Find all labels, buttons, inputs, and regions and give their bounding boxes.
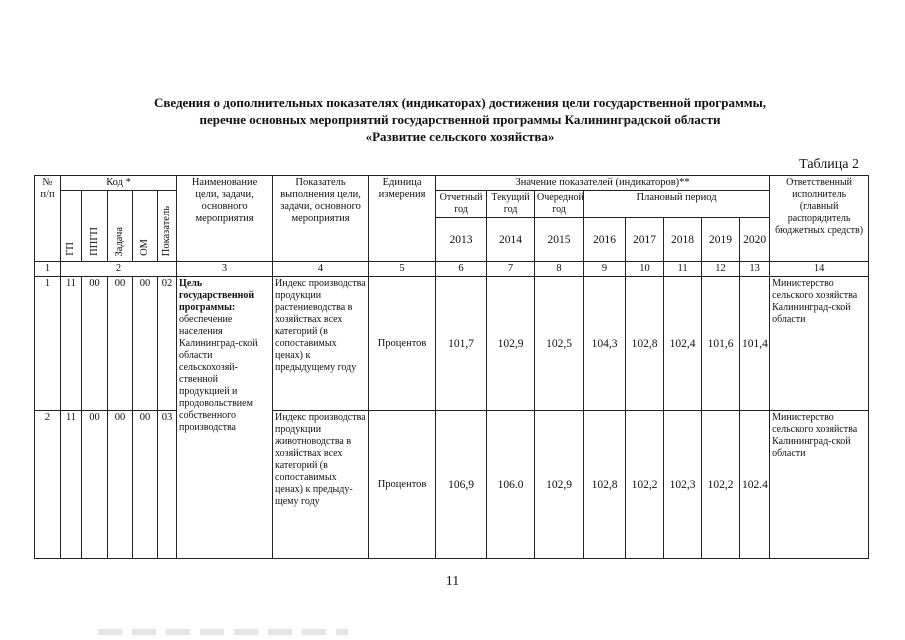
header-indicator: Показатель выполнения цели, задачи, основного мероприятия	[273, 176, 369, 262]
row-code-ppgp: 00	[82, 411, 108, 559]
year-2016: 2016	[584, 218, 626, 262]
row-code-indicator: 03	[158, 411, 177, 559]
col-number: 7	[487, 262, 535, 277]
row-value: 102,4	[664, 277, 702, 411]
row-value: 102.4	[740, 411, 770, 559]
row-value: 101,4	[740, 277, 770, 411]
row-value: 102,8	[584, 411, 626, 559]
header-reporting-year: Отчетный год	[436, 191, 487, 218]
year-2019: 2019	[702, 218, 740, 262]
table-row	[35, 277, 869, 411]
row-code-gp: 11	[61, 277, 82, 411]
row-indicator: Индекс производства продукции растениеводства в хозяйствах всех категорий (в сопоставимых ценах) к предыдущему году	[273, 277, 369, 411]
goal-label: Цель государственной программы:	[179, 278, 255, 313]
row-value: 106.0	[487, 411, 535, 559]
col-number: 13	[740, 262, 770, 277]
row-value: 102,2	[702, 411, 740, 559]
header-next-year: Очередной год	[535, 191, 584, 218]
header-code-ppgp: ППГП	[82, 191, 108, 262]
row-unit: Процентов	[369, 411, 436, 559]
year-2013: 2013	[436, 218, 487, 262]
page-number: 11	[445, 574, 460, 589]
header-code: Код *	[61, 176, 177, 191]
header-name: Наименование цели, задачи, основного мероприятия	[177, 176, 273, 262]
row-value: 104,3	[584, 277, 626, 411]
row-code-om: 00	[133, 277, 158, 411]
row-value: 102,5	[535, 277, 584, 411]
year-2015: 2015	[535, 218, 584, 262]
row-value: 101,6	[702, 277, 740, 411]
row-value: 102,8	[626, 277, 664, 411]
goal-cell	[177, 277, 273, 559]
col-number: 11	[664, 262, 702, 277]
row-value: 102,3	[664, 411, 702, 559]
col-number: 9	[584, 262, 626, 277]
col-number: 2	[61, 262, 177, 277]
header-responsible: Ответственный исполнитель (главный распорядитель бюджетных средств)	[770, 176, 869, 262]
col-number: 1	[35, 262, 61, 277]
row-num: 2	[35, 411, 61, 559]
document-title	[80, 94, 840, 145]
row-num: 1	[35, 277, 61, 411]
row-responsible: Министерство сельского хозяйства Калининград-ской области	[770, 411, 869, 559]
row-code-task: 00	[108, 277, 133, 411]
col-number: 10	[626, 262, 664, 277]
row-responsible: Министерство сельского хозяйства Калининград-ской области	[770, 277, 869, 411]
row-value: 102,9	[535, 411, 584, 559]
indicators-table	[34, 175, 869, 559]
col-number: 14	[770, 262, 869, 277]
year-2014: 2014	[487, 218, 535, 262]
header-unit: Единица измерения	[369, 176, 436, 262]
title-line-2: перечне основных мероприятий государственной программы Калининградской области	[199, 112, 721, 127]
row-code-gp: 11	[61, 411, 82, 559]
row-code-task: 00	[108, 411, 133, 559]
col-number: 3	[177, 262, 273, 277]
row-unit: Процентов	[369, 277, 436, 411]
year-2017: 2017	[626, 218, 664, 262]
header-current-year: Текущий год	[487, 191, 535, 218]
col-number: 4	[273, 262, 369, 277]
row-value: 102,2	[626, 411, 664, 559]
row-value: 106,9	[436, 411, 487, 559]
col-number: 12	[702, 262, 740, 277]
row-value: 101,7	[436, 277, 487, 411]
row-code-indicator: 02	[158, 277, 177, 411]
col-number: 5	[369, 262, 436, 277]
col-number: 8	[535, 262, 584, 277]
header-code-task: Задача	[108, 191, 133, 262]
table-label: Таблица 2	[799, 157, 859, 172]
header-planned-period: Плановый период	[584, 191, 770, 218]
header-values: Значение показателей (индикаторов)**	[436, 176, 770, 191]
col-number: 6	[436, 262, 487, 277]
header-code-gp: ГП	[61, 191, 82, 262]
row-value: 102,9	[487, 277, 535, 411]
header-code-indicator: Показатель	[158, 191, 177, 262]
row-code-ppgp: 00	[82, 277, 108, 411]
table-row	[35, 411, 869, 559]
header-num: № п/п	[35, 176, 61, 262]
year-2018: 2018	[664, 218, 702, 262]
title-line-1: Сведения о дополнительных показателях (индикаторах) достижения цели государственной программы,	[153, 95, 767, 110]
header-code-om: ОМ	[133, 191, 158, 262]
faint-bleedthrough	[98, 629, 348, 635]
row-indicator: Индекс производства продукции животноводства в хозяйствах всех категорий (в сопоставимых ценах) к предыду-щему году	[273, 411, 369, 559]
goal-text: обеспечение населения Калининград-ской области сельскохозяй-ственной продукцией и продовольствием собственного производства	[179, 314, 258, 433]
title-line-3: «Развитие сельского хозяйства»	[365, 129, 555, 144]
year-2020: 2020	[740, 218, 770, 262]
row-code-om: 00	[133, 411, 158, 559]
